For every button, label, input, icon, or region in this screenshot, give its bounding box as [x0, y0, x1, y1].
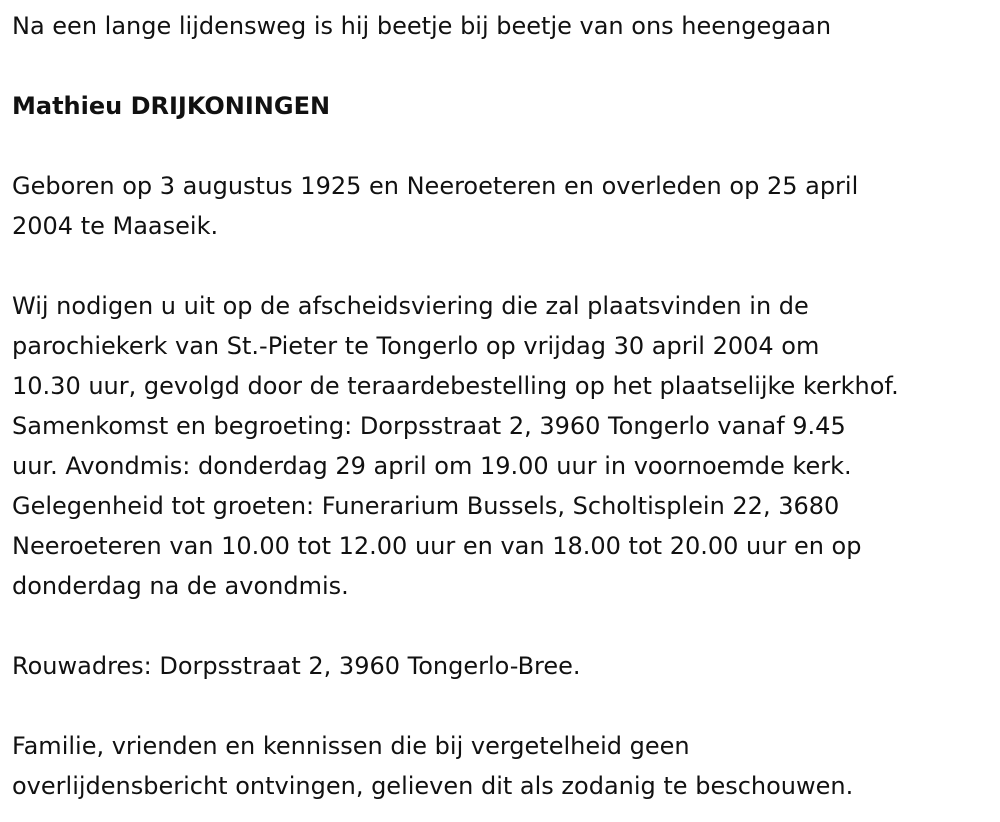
- birth-death-line: 2004 te Maaseik.: [12, 212, 219, 240]
- birth-death-paragraph: [12, 166, 988, 246]
- spacer: [12, 246, 988, 286]
- closing-line: overlijdensbericht ontvingen, gelieven dit als zodanig te beschouwen.: [12, 772, 854, 800]
- invitation-line: uur. Avondmis: donderdag 29 april om 19.00 uur in voornoemde kerk.: [12, 452, 852, 480]
- invitation-line: parochiekerk van St.-Pieter te Tongerlo op vrijdag 30 april 2004 om: [12, 332, 820, 360]
- invitation-line: Wij nodigen u uit op de afscheidsviering die zal plaatsvinden in de: [12, 292, 809, 320]
- mourning-address: Rouwadres: Dorpsstraat 2, 3960 Tongerlo-Bree.: [12, 652, 581, 680]
- spacer: [12, 126, 988, 166]
- invitation-line: donderdag na de avondmis.: [12, 572, 349, 600]
- intro-text: Na een lange lijdensweg is hij beetje bij beetje van ons heengegaan: [12, 12, 832, 40]
- closing-line: Familie, vrienden en kennissen die bij vergetelheid geen: [12, 732, 690, 760]
- invitation-line: Neeroeteren van 10.00 tot 12.00 uur en van 18.00 tot 20.00 uur en op: [12, 532, 862, 560]
- birth-death-line: Geboren op 3 augustus 1925 en Neeroeteren en overleden op 25 april: [12, 172, 859, 200]
- invitation-line: Samenkomst en begroeting: Dorpsstraat 2, 3960 Tongerlo vanaf 9.45: [12, 412, 846, 440]
- deceased-name: Mathieu DRIJKONINGEN: [12, 92, 331, 120]
- spacer: [12, 686, 988, 726]
- invitation-line: Gelegenheid tot groeten: Funerarium Bussels, Scholtisplein 22, 3680: [12, 492, 840, 520]
- invitation-paragraph: [12, 286, 988, 606]
- spacer: [12, 46, 988, 86]
- closing-paragraph: [12, 726, 988, 806]
- spacer: [12, 606, 988, 646]
- invitation-line: 10.30 uur, gevolgd door de teraardebestelling op het plaatselijke kerkhof.: [12, 372, 899, 400]
